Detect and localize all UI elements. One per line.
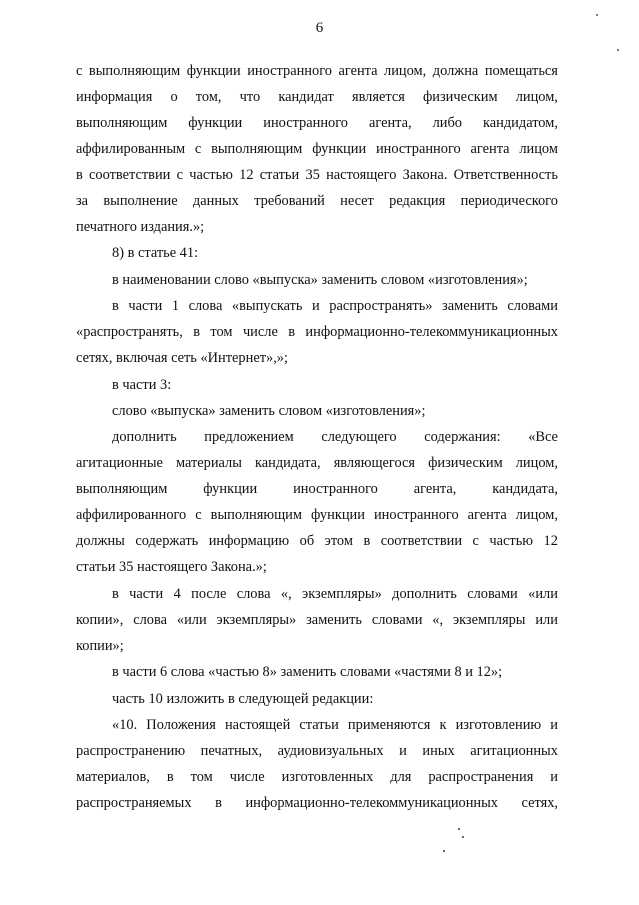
scan-speck [617, 49, 619, 51]
text-line: в части 4 после слова «, экземпляры» дополнить словами «или [112, 586, 558, 602]
text-line: материалов, в том числе изготовленных для распространения и [76, 769, 558, 785]
text-line: печатного издания.»; [76, 219, 205, 235]
text-line: копии», слова «или экземпляры» заменить словами «, экземпляры или [76, 612, 558, 628]
text-line: аффилированным с выполняющим функции иностранного агента лицом [76, 141, 558, 157]
text-line: аффилированного с выполняющим функции иностранного агента лицом, [76, 507, 558, 523]
text-line: за выполнение данных требований несет редакция периодического [76, 193, 558, 209]
page-number: 6 [315, 20, 324, 36]
text-line: 8) в статье 41: [112, 245, 199, 261]
scan-speck [596, 14, 598, 16]
text-line: статьи 35 настоящего Закона.»; [76, 559, 267, 575]
scan-speck [458, 828, 460, 830]
text-line: в части 3: [112, 377, 172, 393]
scan-speck [462, 836, 464, 838]
text-line: с выполняющим функции иностранного агента лицом, должна помещаться [76, 63, 558, 79]
text-line: информация о том, что кандидат является физическим лицом, [76, 89, 558, 105]
text-line: копии»; [76, 638, 124, 654]
text-line: в соответствии с частью 12 статьи 35 настоящего Закона. Ответственность [76, 167, 558, 183]
text-line: выполняющим функции иностранного агента, кандидата, [76, 481, 558, 497]
scan-speck [443, 850, 445, 852]
text-line: распространяемых в информационно-телекоммуникационных сетях, [76, 795, 558, 811]
text-line: слово «выпуска» заменить словом «изготовления»; [112, 403, 426, 419]
text-line: выполняющим функции иностранного агента, либо кандидатом, [76, 115, 558, 131]
text-line: часть 10 изложить в следующей редакции: [112, 691, 374, 707]
text-line: в части 1 слова «выпускать и распространять» заменить словами [112, 298, 558, 314]
text-line: агитационные материалы кандидата, являющегося физическим лицом, [76, 455, 558, 471]
text-line: дополнить предложением следующего содержания: «Все [112, 429, 558, 445]
text-line: в наименовании слово «выпуска» заменить словом «изготовления»; [112, 272, 528, 288]
text-line: сетях, включая сеть «Интернет»,»; [76, 350, 288, 366]
text-line: «10. Положения настоящей статьи применяются к изготовлению и [112, 717, 558, 733]
text-line: «распространять, в том числе в информационно-телекоммуникационных [76, 324, 558, 340]
text-line: должны содержать информацию об этом в соответствии с частью 12 [76, 533, 558, 549]
text-line: в части 6 слова «частью 8» заменить словами «частями 8 и 12»; [112, 664, 503, 680]
text-line: распространению печатных, аудиовизуальных и иных агитационных [76, 743, 558, 759]
